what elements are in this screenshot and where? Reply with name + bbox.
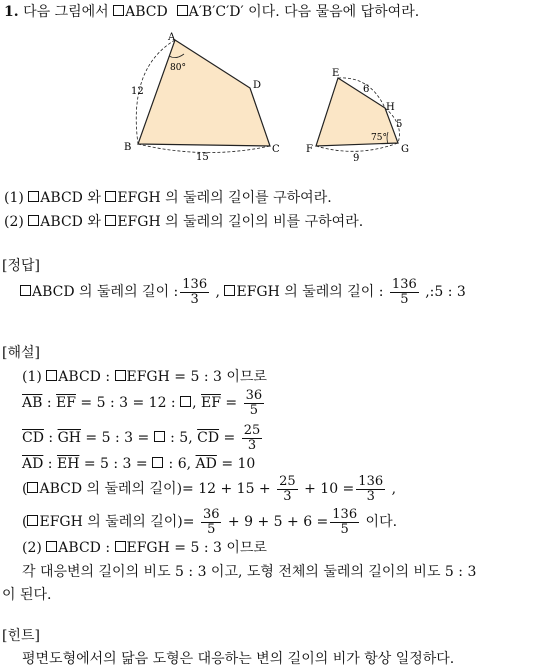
- problem-text-before: 다음 그림에서: [23, 4, 114, 20]
- square-symbol: [115, 370, 126, 381]
- fraction: $\frac{25}{3}$: [243, 422, 261, 453]
- square-symbol: [28, 215, 39, 226]
- square-symbol: [20, 285, 31, 296]
- square-symbol: [46, 370, 57, 381]
- solution-line-2: $\overline{AB}$ : $\overline{EF} = 5$ : 3 = 12 : , $\overline{EF}$ = $\frac{36}{5}$: [22, 387, 263, 418]
- problem-statement: [4, 4, 419, 20]
- answer-line: ABCD 의 둘레의 길이 : $\frac{136}{3}$ , EFGH 의 둘레의 길이 : $\frac{136}{5}$ ,:5 : 3: [20, 275, 466, 309]
- square-symbol: [27, 515, 38, 526]
- solution-line-6: ( EFGH 의 둘레의 길이)= $\frac{36}{5}$ + 9 + 5 + 6 = $\frac{136}{5}$ 이다.: [22, 506, 398, 537]
- solution-line-5: ( ABCD 의 둘레의 길이)= 12 + 15 + $\frac{25}{3}$ + 10 = $\frac{136}{3}$ ,: [22, 473, 397, 504]
- label-side-ab: 12: [131, 86, 144, 97]
- label-angle-g: 75°: [371, 133, 387, 143]
- fraction: $\frac{136}{5}$: [332, 506, 358, 537]
- problem-number: 1.: [4, 4, 19, 20]
- solution-line-3: $\overline{CD}$ : $\overline{GH} = 5$ : 3 = : 5, $\overline{CD}$ = $\frac{25}{3}$: [22, 422, 261, 453]
- question-2: (2) ABCD 와 EFGH 의 둘레의 길이의 비를 구하여라.: [4, 214, 364, 230]
- fraction: $\frac{36}{5}$: [202, 506, 220, 537]
- solution-line-9: 이 된다.: [2, 587, 52, 603]
- shape1-label: ABCD: [125, 4, 168, 20]
- square-symbol: [115, 541, 126, 552]
- shape2-label: A′B′C′D′: [188, 4, 244, 20]
- hint-header: [힌트]: [2, 628, 40, 644]
- solution-line-1: (1) ABCD : EFGH = 5 : 3 이므로: [22, 369, 267, 385]
- label-F: F: [306, 144, 313, 155]
- square-symbol: [46, 541, 57, 552]
- square-symbol: [180, 396, 191, 407]
- figure: [120, 28, 420, 168]
- square-symbol: [113, 5, 124, 16]
- square-symbol: [177, 5, 188, 16]
- label-angle-a: 80°: [170, 63, 186, 73]
- fraction: $\frac{25}{3}$: [279, 473, 296, 504]
- label-C: C: [272, 144, 280, 155]
- square-symbol: [224, 285, 235, 296]
- hint-text: 평면도형에서의 닮음 도형은 대응하는 변의 길이의 비가 항상 일정하다.: [22, 651, 455, 667]
- fraction: $\frac{136}{5}$: [391, 276, 417, 307]
- label-E: E: [332, 68, 340, 79]
- label-G: G: [401, 144, 409, 155]
- label-side-fg: 9: [353, 153, 360, 164]
- square-symbol: [154, 431, 165, 442]
- solution-line-8: 각 대응변의 길이의 비도 5 : 3 이고, 도형 전체의 둘레의 길이의 비도 5 : 3: [22, 564, 477, 580]
- fraction: $\frac{136}{3}$: [358, 473, 384, 504]
- square-symbol: [105, 215, 116, 226]
- solution-header: [해설]: [2, 345, 40, 361]
- square-symbol: [28, 191, 39, 202]
- label-side-hg: 5: [396, 119, 403, 130]
- square-symbol: [105, 191, 116, 202]
- problem-text-after: 이다. 다음 물음에 답하여라.: [243, 4, 420, 20]
- question-1: (1) ABCD 와 EFGH 의 둘레의 길이를 구하여라.: [4, 190, 332, 206]
- fraction: $\frac{136}{3}$: [182, 276, 208, 307]
- label-D: D: [253, 80, 262, 91]
- square-symbol: [152, 457, 163, 468]
- answer-header: [정답]: [2, 258, 40, 274]
- label-A: A: [168, 32, 176, 43]
- solution-line-4: $\overline{AD}$ : $\overline{EH} = 5$ : 3 = : 6, $\overline{AD} = 10$: [22, 456, 256, 472]
- square-symbol: [27, 482, 38, 493]
- label-side-bc: 15: [196, 152, 209, 163]
- solution-line-7: (2) ABCD : EFGH = 5 : 3 이므로: [22, 540, 267, 556]
- fraction: $\frac{36}{5}$: [245, 387, 263, 418]
- label-B: B: [124, 142, 132, 153]
- label-side-eh: 6: [363, 84, 370, 95]
- quad-abcd: [138, 40, 270, 146]
- label-H: H: [386, 102, 395, 113]
